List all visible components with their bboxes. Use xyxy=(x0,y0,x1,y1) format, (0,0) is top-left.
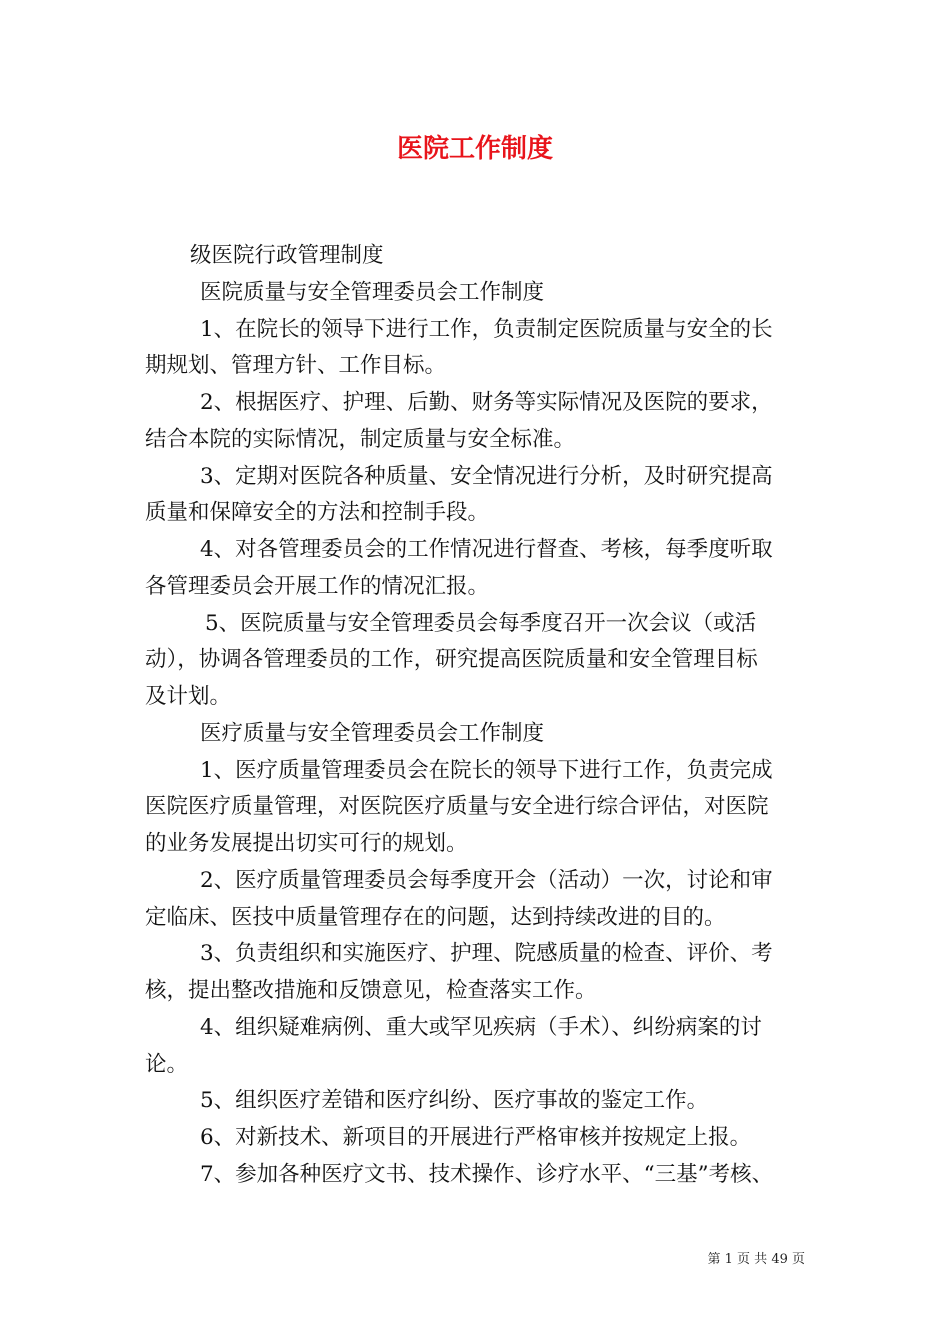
text-line: 3、负责组织和实施医疗、护理、院感质量的检查、评价、考 xyxy=(200,941,773,967)
text-line: 2、根据医疗、护理、后勤、财务等实际情况及医院的要求， xyxy=(200,390,773,415)
section-heading: 医院质量与安全管理委员会工作制度 xyxy=(200,279,545,305)
text-line: 各管理委员会开展工作的情况汇报。 xyxy=(145,573,490,599)
section-heading: 医疗质量与安全管理委员会工作制度 xyxy=(200,720,545,746)
text-line: 质量和保障安全的方法和控制手段。 xyxy=(145,500,490,526)
text-line: 期规划、管理方针、工作目标。 xyxy=(145,353,447,379)
text-line: 的业务发展提出切实可行的规划。 xyxy=(145,831,468,856)
text-line: 7、参加各种医疗文书、技术操作、诊疗水平、“三基”考核、 xyxy=(200,1161,774,1187)
text-line: 4、对各管理委员会的工作情况进行督查、考核，每季度听取 xyxy=(200,537,773,562)
text-line: 1、在院长的领导下进行工作，负责制定医院质量与安全的长 xyxy=(200,316,773,342)
document-body xyxy=(145,238,825,1194)
text-line: 5、医院质量与安全管理委员会每季度召开一次会议（或活 xyxy=(205,610,757,636)
document-title: 医院工作制度 xyxy=(396,134,553,164)
text-line: 及计划。 xyxy=(145,684,232,709)
text-line: 医院医疗质量管理，对医院医疗质量与安全进行综合评估，对医院 xyxy=(145,794,769,820)
text-line: 1、医疗质量管理委员会在院长的领导下进行工作，负责完成 xyxy=(200,757,773,783)
text-line: 定临床、医技中质量管理存在的问题，达到持续改进的目的。 xyxy=(145,904,726,930)
text-line: 2、医疗质量管理委员会每季度开会（活动）一次，讨论和审 xyxy=(200,867,773,893)
text-line: 3、定期对医院各种质量、安全情况进行分析，及时研究提高 xyxy=(200,463,773,489)
text-line: 4、组织疑难病例、重大或罕见疾病（手术）、纠纷病案的讨 xyxy=(200,1014,762,1040)
text-line: 核，提出整改措施和反馈意见，检查落实工作。 xyxy=(145,978,597,1003)
text-line: 结合本院的实际情况，制定质量与安全标准。 xyxy=(145,426,576,452)
text-line: 论。 xyxy=(145,1051,189,1077)
text-line: 级医院行政管理制度 xyxy=(190,243,384,268)
text-line: 6、对新技术、新项目的开展进行严格审核并按规定上报。 xyxy=(200,1125,752,1150)
page-number: 第 1 页 共 49 页 xyxy=(707,1252,805,1267)
text-line: 5、组织医疗差错和医疗纠纷、医疗事故的鉴定工作。 xyxy=(200,1088,709,1114)
text-line: 动），协调各管理委员的工作，研究提高医院质量和安全管理目标 xyxy=(145,647,758,673)
